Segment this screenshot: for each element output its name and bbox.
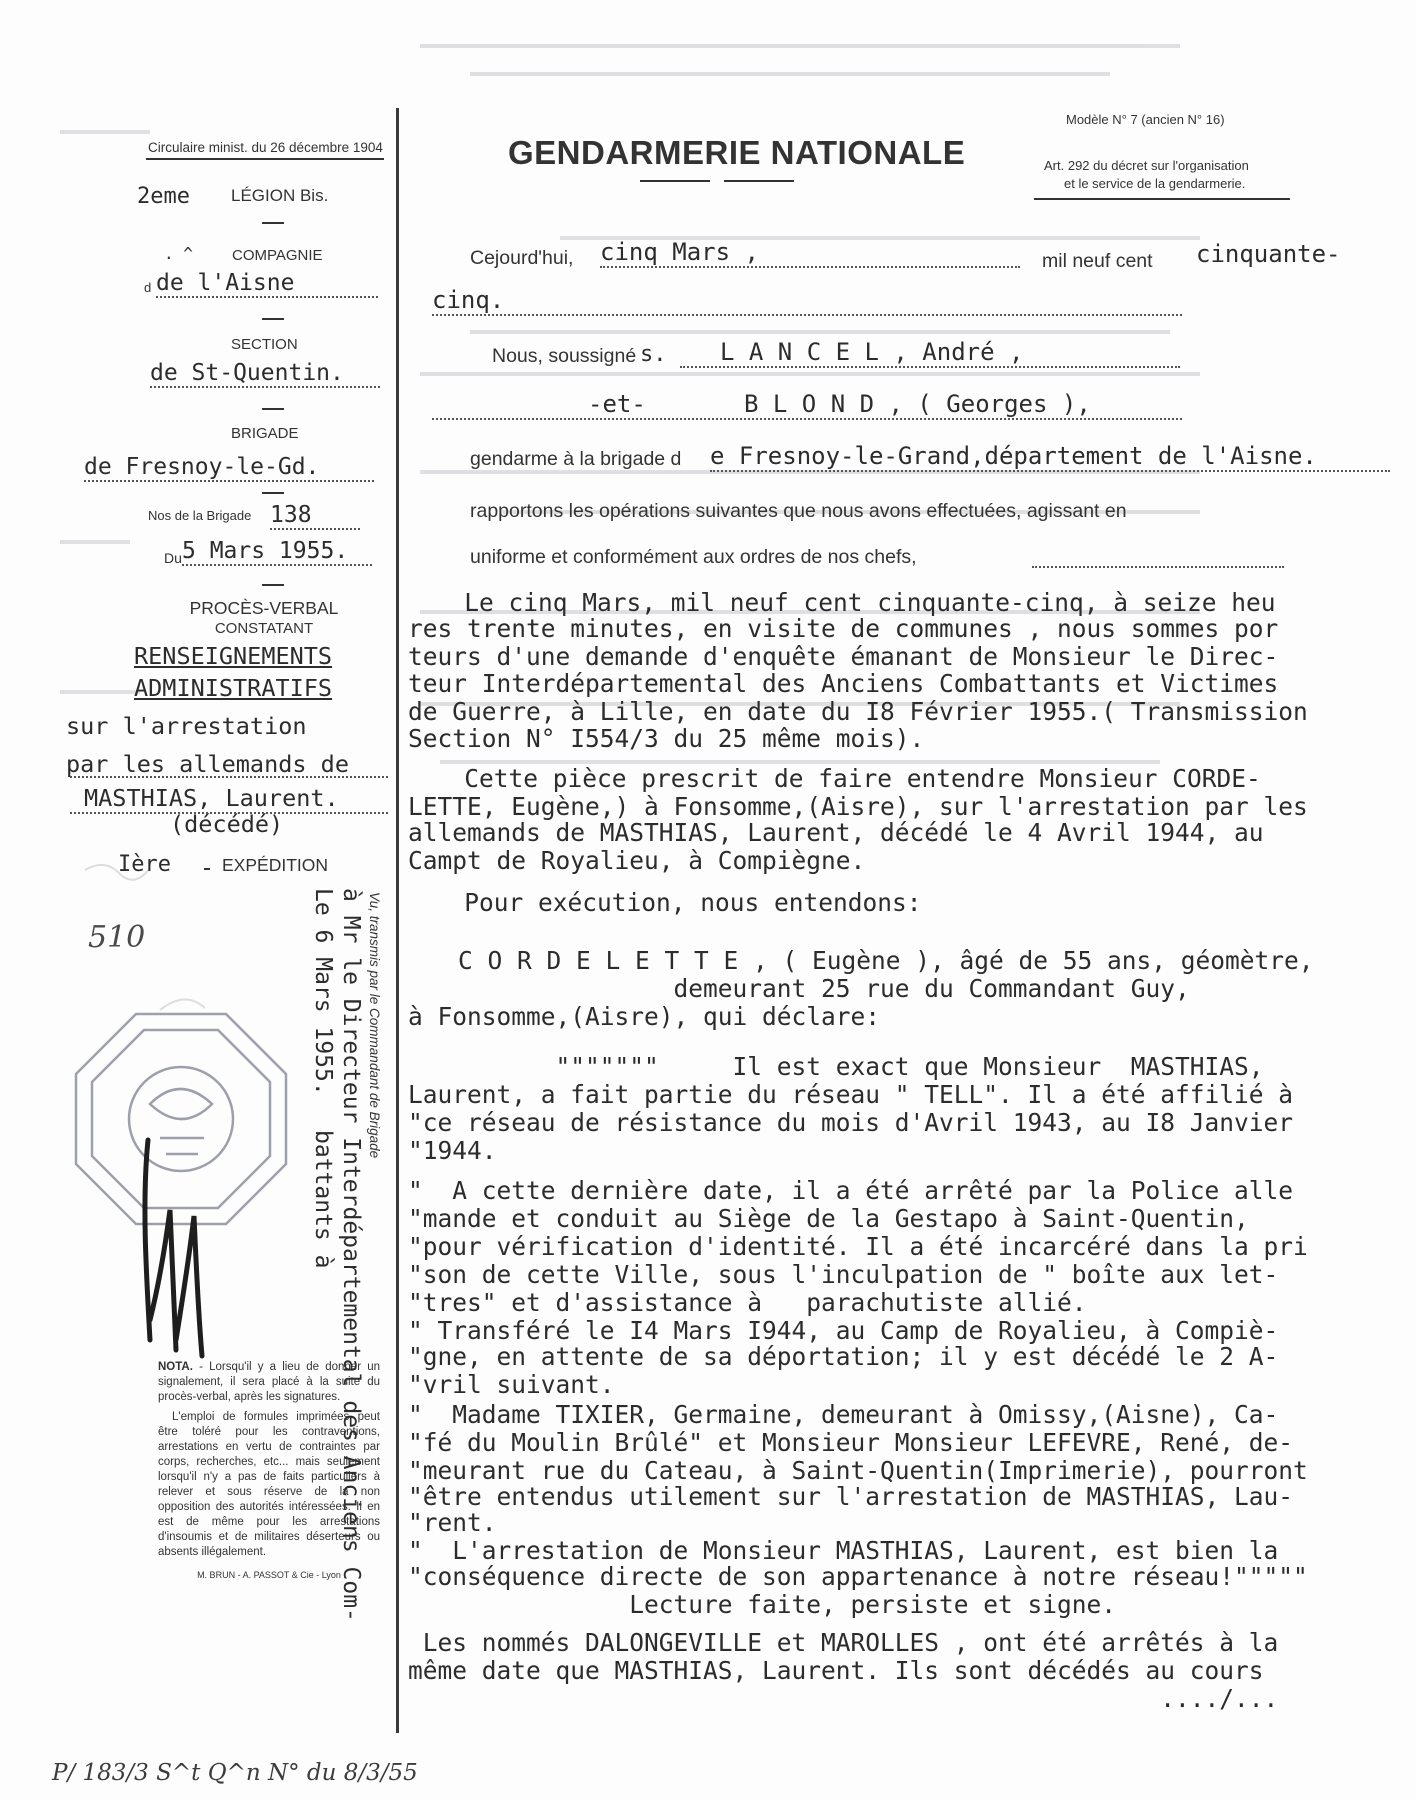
body-line: " Madame TIXIER, Germaine, demeurant à Omissy,(Aisne), Ca-: [408, 1400, 1279, 1429]
body-line: "1944.: [408, 1136, 497, 1165]
printer-mark: M. BRUN - A. PASSOT & Cie - Lyon: [197, 1570, 341, 1580]
pv-subtitle: CONSTATANT: [214, 620, 314, 637]
nota-text-2: L'emploi de formules imprimées peut être toléré pour les contraventions, arrestations en vertu de contraintes par corps, recherches, etc... mais seulement lorsqu'il n'y a pas de faits particuliers à relever et sous réserve de la non opposition des autorités intéressées. Il en est de même pour les arrestations d'insoumis et de militaires déserteurs ou absents illégalement.: [158, 1411, 380, 1558]
margin-number: 510: [88, 920, 146, 955]
body-line: teurs d'une demande d'enquête émanant de Monsieur le Direc-: [408, 642, 1279, 671]
vu-transmis-line-3: battants à: [310, 1130, 336, 1269]
pv-subject-4: par les allemands de: [66, 750, 349, 778]
body-line: même date que MASTHIAS, Laurent. Ils sont décédés au cours: [408, 1656, 1264, 1685]
body-line: " A cette dernière date, il a été arrêté par la Police alle: [408, 1176, 1294, 1205]
gendarme-label: gendarme à la brigade d: [470, 448, 682, 470]
body-line: "conséquence directe de son appartenance à notre réseau!""""": [408, 1562, 1308, 1591]
section-value: de St-Quentin.: [150, 360, 380, 388]
body-line: "son de cette Ville, sous l'inculpation de " boîte aux let-: [408, 1260, 1279, 1289]
date-value: 5 Mars 1955.: [182, 538, 372, 566]
body-line: Lecture faite, persiste et signe.: [408, 1590, 1117, 1619]
body-line: teur Interdépartemental des Anciens Combattants et Victimes: [408, 669, 1279, 698]
nota-text-1: - Lorsqu'il y a lieu de donner un signalement, il sera placé à la suite du procès-verbal, après les signatures.: [158, 1361, 380, 1403]
body-line: à Fonsomme,(Aisre), qui déclare:: [408, 1002, 881, 1031]
compagnie-value: de l'Aisne: [156, 270, 378, 298]
body-line: " Transféré le I4 Mars I944, au Camp de Royalieu, à Compiè-: [408, 1316, 1279, 1345]
body-line: Pour exécution, nous entendons:: [420, 888, 922, 917]
nous-label: Nous, soussigné: [492, 345, 637, 367]
expedition-number: Ière: [118, 852, 171, 877]
brigade-value: de Fresnoy-le-Gd.: [84, 454, 374, 482]
body-line: "être entendus utilement sur l'arrestation de MASTHIAS, Lau-: [408, 1482, 1294, 1511]
vu-transmis-line-1: Vu, transmis par le Commandant de Brigade: [367, 892, 382, 1159]
cejourdhui-label: Cejourd'hui,: [470, 247, 574, 269]
rapportons-text: rapportons les opérations suivantes que nous avons effectuées, agissant en: [470, 500, 1127, 522]
body-line: ..../...: [408, 1684, 1279, 1713]
body-line: "mande et conduit au Siège de la Gestapo à Saint-Quentin,: [408, 1204, 1249, 1233]
year-field: cinquante-: [1196, 240, 1341, 268]
body-line: "pour vérification d'identité. Il a été incarcéré dans la pri: [408, 1232, 1308, 1261]
body-line: "rent.: [408, 1508, 497, 1537]
body-line: de Guerre, à Lille, en date du I8 Février 1955.( Transmission: [408, 697, 1308, 726]
body-line: C O R D E L E T T E , ( Eugène ), âgé de 55 ans, géomètre,: [458, 946, 1314, 975]
brigade-number-value: 138: [270, 502, 360, 530]
body-line: Cette pièce prescrit de faire entendre Monsieur CORDE-: [420, 764, 1261, 793]
vu-transmis-line-4: Le 6 Mars 1955.: [310, 888, 336, 1096]
legion-label: LÉGION Bis.: [231, 186, 329, 205]
legion-number: 2eme: [137, 184, 190, 209]
year-field-2: cinq.: [432, 286, 1182, 316]
body-line: LETTE, Eugène,) à Fonsomme,(Aisre), sur l'arrestation par les: [408, 792, 1308, 821]
body-line: " L'arrestation de Monsieur MASTHIAS, Laurent, est bien la: [408, 1536, 1279, 1565]
pv-title: PROCÈS-VERBAL: [189, 598, 339, 618]
body-line: Campt de Royalieu, à Compiègne.: [408, 846, 866, 875]
section-label: SECTION: [231, 336, 298, 353]
body-line: Les nommés DALONGEVILLE et MAROLLES , ont été arrêtés à la: [408, 1628, 1279, 1657]
modele-note: Modèle N° 7 (ancien N° 16): [1066, 112, 1225, 127]
uniforme-text: uniforme et conformément aux ordres de nos chefs,: [470, 546, 917, 568]
body-line: demeurant 25 rue du Commandant Guy,: [408, 974, 1190, 1003]
body-line: Section N° I554/3 du 25 même mois).: [408, 724, 925, 753]
body-line: Laurent, a fait partie du réseau " TELL". Il a été affilié à: [408, 1080, 1294, 1109]
form-title: GENDARMERIE NATIONALE: [508, 134, 966, 171]
pv-subject-1: RENSEIGNEMENTS: [134, 642, 333, 670]
circulaire-note: Circulaire minist. du 26 décembre 1904: [148, 140, 383, 155]
body-line: "vril suivant.: [408, 1370, 615, 1399]
compagnie-label: COMPAGNIE: [232, 247, 323, 264]
vu-transmis-line-2: à Mr le Directeur Interdépartemental des Anciens Com-: [338, 888, 364, 1622]
brigade-number-label: Nos de la Brigade: [148, 508, 252, 523]
body-line: allemands de MASTHIAS, Laurent, décédé le 4 Avril 1944, au: [408, 818, 1264, 847]
date-prefix: Du: [164, 550, 182, 566]
body-line: "meurant rue du Cateau, à Saint-Quentin(Imprimerie), pourront: [408, 1456, 1308, 1485]
pv-subject-6: (décédé): [170, 810, 284, 838]
body-line: "ce réseau de résistance du mois d'Avril 1943, au I8 Janvier: [408, 1108, 1294, 1137]
brigade-field: e Fresnoy-le-Grand,département de l'Aisne.: [710, 442, 1390, 472]
brigade-label: BRIGADE: [231, 425, 299, 442]
art-note-2: et le service de la gendarmerie.: [1064, 176, 1246, 191]
pv-subject-5: MASTHIAS, Laurent.: [84, 784, 339, 812]
footer-reference: P/ 183/3 S^t Q^n N° du 8/3/55: [52, 1760, 418, 1786]
expedition-label: EXPÉDITION: [222, 855, 328, 875]
body-line: "gne, en attente de sa déportation; il y est décédé le 2 A-: [408, 1342, 1279, 1371]
agent-name-2: B L O N D , ( Georges ),: [432, 390, 1182, 420]
year-label: mil neuf cent: [1042, 250, 1153, 272]
nous-suffix: s.: [640, 342, 667, 367]
agent-name-1: L A N C E L , André ,: [680, 338, 1180, 368]
body-line: "tres" et d'assistance à parachutiste allié.: [408, 1288, 1087, 1317]
compagnie-prefix: d: [144, 280, 152, 295]
pv-subject-3: sur l'arrestation: [66, 712, 307, 740]
compagnie-marks: . ^: [164, 244, 193, 263]
body-line: res trente minutes, en visite de communes , nous sommes por: [408, 614, 1279, 643]
agent-name-2-prefix: -et-: [588, 390, 646, 418]
nota-title: NOTA.: [158, 1361, 193, 1373]
pv-subject-2: ADMINISTRATIFS: [134, 674, 333, 702]
art-note: Art. 292 du décret sur l'organisation: [1044, 158, 1249, 173]
body-line: """"""" Il est exact que Monsieur MASTHIAS,: [408, 1052, 1264, 1081]
body-line: "fé du Moulin Brûlé" et Monsieur Monsieur LEFEVRE, René, de-: [408, 1428, 1294, 1457]
date-field: cinq Mars ,: [600, 238, 1020, 268]
body-line: Le cinq Mars, mil neuf cent cinquante-cinq, à seize heu: [420, 588, 1276, 617]
